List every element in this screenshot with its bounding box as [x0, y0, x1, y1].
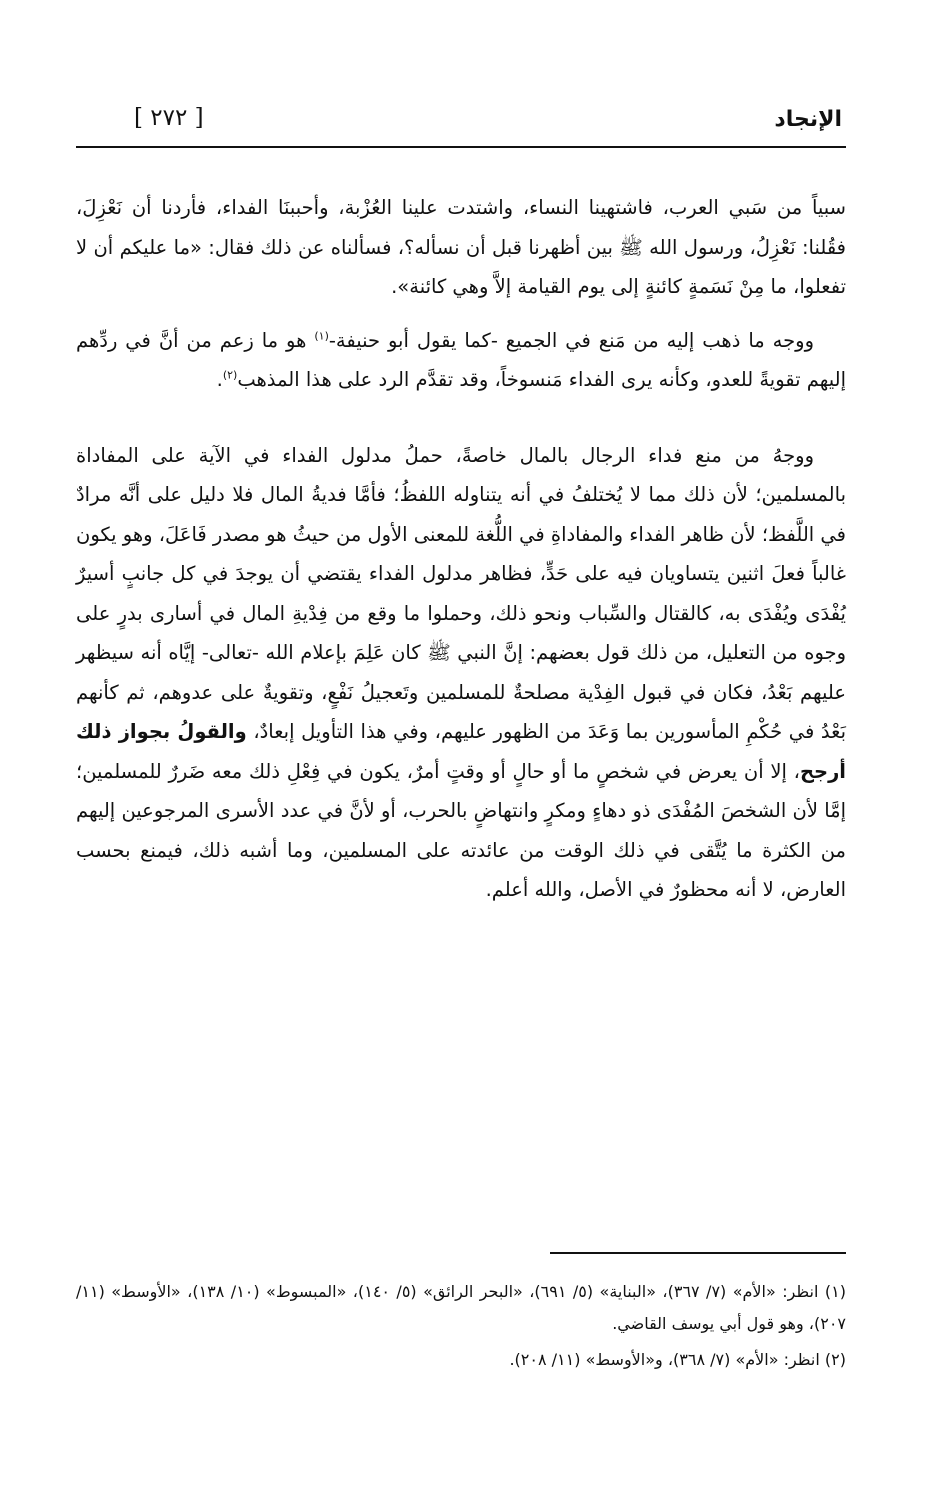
- paragraph-text: ، إلا أن يعرض في شخصٍ ما أو حالٍ أو وقتٍ أمرٌ، يكون في فِعْلِ ذلك معه ضَررٌ للمسلمين؛ إمَّا لأن الشخصَ المُفْدَى ذو دهاءٍ ومكرٍ وانتهاضٍ بالحرب، أو لأنَّ في عدد الأسرى المرجوعين إليهم من الكثرة ما يُتَّقى في ذلك الوقت من عائدته على المسلمين، وما أشبه ذلك، فيمنع بحسب العارض، لا أنه محظورٌ في الأصل، والله أعلم.: [76, 759, 846, 901]
- paragraph-hadith-quote: سبياً من سَبي العرب، فاشتهينا النساء، واشتدت علينا العُزْبة، وأحببنَا الفداء، فأردنا أن نَعْزِلَ، فقُلنا: نَعْزِلُ، ورسول الله ﷺ بين أظهرنا قبل أن نسأله؟، فسألناه عن ذلك فقال: «ما عليكم أن لا تفعلوا، ما مِنْ نَسَمةٍ كائنةٍ إلى يوم القيامة إلاَّ وهي كائنة».: [76, 196, 846, 298]
- footnote-ref-1[interactable]: (١): [314, 329, 329, 342]
- paragraph-text: هو ما زعم من أنَّ في ردِّهم إليهم تقويةً للعدو، وكأنه يرى الفداء مَنسوخاً، وقد تقدَّم الرد على هذا المذهب: [76, 328, 846, 391]
- page-header: [76, 92, 846, 144]
- paragraph-ransom-discussion: [76, 436, 846, 910]
- bold-ruling: والقولُ بجواز ذلك أرجح: [76, 720, 846, 783]
- running-title: الإنجاد: [774, 107, 842, 132]
- paragraph-text: ووجه ما ذهب إليه من مَنع في الجميع -كما يقول أبو حنيفة-: [328, 328, 814, 352]
- paragraph-text: ووجهُ من منع فداء الرجال بالمال خاصةً، حملُ مدلول الفداء في الآية على المفاداة بالمسلمين؛ لأن ذلك مما لا يُختلفُ في أنه يتناوله اللفظُ؛ فأمَّا فديةُ المال فلا دليل على أنَّه مرادٌ في اللَّفظ؛ لأن ظاهر الفداء والمفاداةِ في اللُّغة للمعنى الأول من حيثُ هو مصدر فَاعَلَ، وهو يكون غالباً فعلَ اثنين يتساويان فيه على حَدٍّ، فظاهر مدلول الفداء يقتضي أن يوجدَ في كل جانبٍ أسيرٌ يُفْدَى ويُفْدَى به، كالقتال والسِّباب ونحو ذلك، وحملوا ما وقع من فِدْيةِ المال في أسارى بدرٍ على وجوه من التعليل، من ذلك قول بعضهم: إنَّ النبي ﷺ كان عَلِمَ بإعلام الله -تعالى- إيَّاه أنه سيظهر عليهم بَعْدُ، فكان في قبول الفِدْية مصلحةٌ للمسلمين وتَعجيلُ نَفْعٍ، وتقويةٌ على عدوهم، ثم كأنهم بَعْدُ في حُكْمِ المأسورين بما وَعَدَ من الظهور عليهم، وفي هذا التأويل إبعادٌ،: [76, 443, 846, 743]
- footnotes: [76, 1276, 846, 1380]
- header-rule: [76, 146, 846, 148]
- paragraph-abu-hanifa-view: [76, 321, 846, 400]
- paragraph-text: .: [216, 368, 223, 391]
- main-text: [76, 188, 846, 936]
- footnote-ref-2[interactable]: (٢): [222, 368, 238, 382]
- footnote-1: (١) انظر: «الأم» (٧/ ٣٦٧)، «البناية» (٥/ ٦٩١)، «البحر الرائق» (٥/ ١٤٠)، «المبسوط» (١٠/ ١٣٨)، «الأوسط» (١١/ ٢٠٧)، وهو قول أبي يوسف القاضي.: [76, 1282, 846, 1333]
- book-page: [76, 92, 846, 1432]
- footnote-2: (٢) انظر: «الأم» (٧/ ٣٦٨)، و«الأوسط» (١١/ ٢٠٨).: [509, 1350, 846, 1369]
- page-number: [ ٢٧٢ ]: [134, 105, 204, 131]
- footnote-separator: [550, 1252, 846, 1254]
